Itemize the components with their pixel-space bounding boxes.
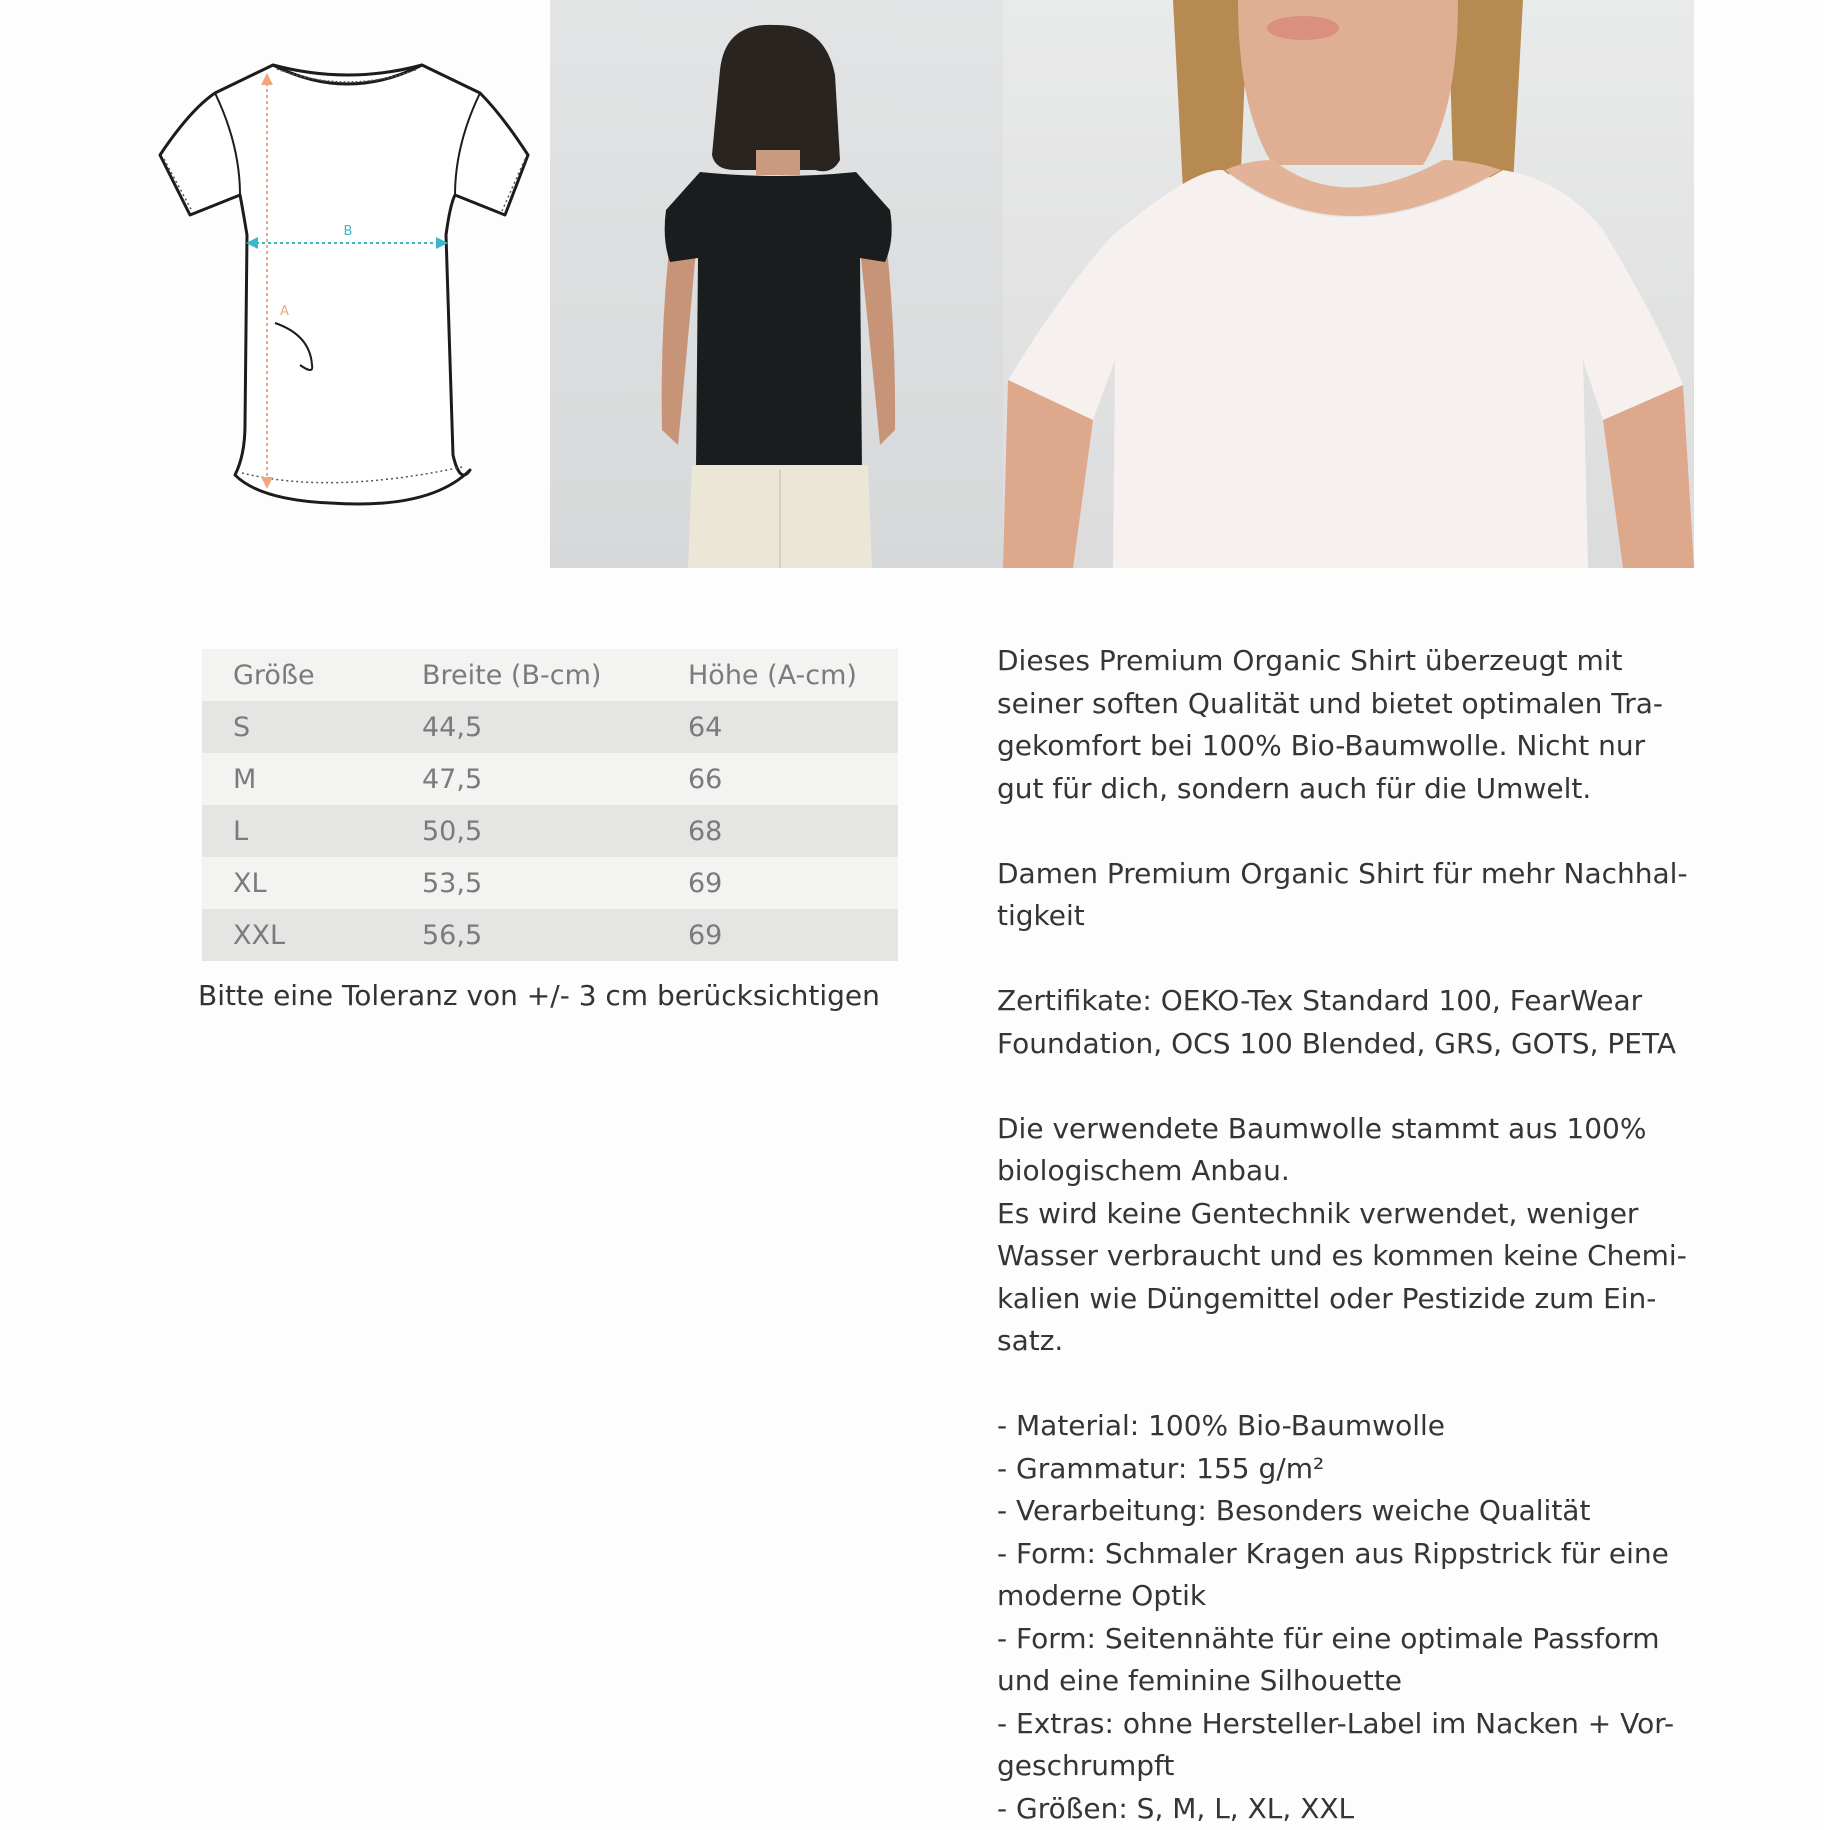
model-front-photo <box>1003 0 1694 568</box>
description-line: gut für dich, sondern auch für die Umwelt. <box>997 768 1697 811</box>
description-line: gekomfort bei 100% Bio-Baumwolle. Nicht nur <box>997 725 1697 768</box>
table-row <box>202 857 898 909</box>
paragraph-gap <box>997 938 1697 981</box>
description-line: Die verwendete Baumwolle stammt aus 100% <box>997 1108 1697 1151</box>
description-line: geschrumpft <box>997 1745 1697 1788</box>
cell-height: 68 <box>688 805 898 857</box>
measure-label-b: B <box>344 224 353 239</box>
paragraph-gap <box>997 1363 1697 1406</box>
cell-size: M <box>202 753 422 805</box>
header-size: Größe <box>202 649 422 701</box>
table-row <box>202 805 898 857</box>
description-line: - Verarbeitung: Besonders weiche Qualität <box>997 1490 1697 1533</box>
cell-width: 53,5 <box>422 857 688 909</box>
description-line: Wasser verbraucht und es kommen keine Chemi- <box>997 1235 1697 1278</box>
size-table-header <box>202 649 898 701</box>
cell-size: S <box>202 701 422 753</box>
product-description <box>997 640 1697 1830</box>
shirt-outline <box>160 65 528 504</box>
size-table <box>202 649 898 961</box>
cell-size: L <box>202 805 422 857</box>
description-line: - Material: 100% Bio-Baumwolle <box>997 1405 1697 1448</box>
description-line: - Form: Seitennähte für eine optimale Passform <box>997 1618 1697 1661</box>
cell-height: 69 <box>688 857 898 909</box>
paragraph-gap <box>997 810 1697 853</box>
tolerance-note: Bitte eine Toleranz von +/- 3 cm berücksichtigen <box>198 979 880 1012</box>
description-line: kalien wie Düngemittel oder Pestizide zum Ein- <box>997 1278 1697 1321</box>
shirt-measurement-diagram <box>150 55 540 525</box>
description-line: moderne Optik <box>997 1575 1697 1618</box>
description-line: Es wird keine Gentechnik verwendet, weniger <box>997 1193 1697 1236</box>
description-line: seiner soften Qualität und bietet optimalen Tra- <box>997 683 1697 726</box>
table-row <box>202 753 898 805</box>
description-line: und eine feminine Silhouette <box>997 1660 1697 1703</box>
header-height: Höhe (A-cm) <box>688 649 898 701</box>
cell-size: XL <box>202 857 422 909</box>
description-line: Zertifikate: OEKO-Tex Standard 100, FearWear <box>997 980 1697 1023</box>
description-line: - Extras: ohne Hersteller-Label im Nacken + Vor- <box>997 1703 1697 1746</box>
description-line: - Grammatur: 155 g/m² <box>997 1448 1697 1491</box>
description-line: - Form: Schmaler Kragen aus Rippstrick für eine <box>997 1533 1697 1576</box>
cell-height: 64 <box>688 701 898 753</box>
cell-width: 56,5 <box>422 909 688 961</box>
cell-width: 44,5 <box>422 701 688 753</box>
cell-width: 50,5 <box>422 805 688 857</box>
cell-size: XXL <box>202 909 422 961</box>
cell-height: 66 <box>688 753 898 805</box>
description-line: - Größen: S, M, L, XL, XXL <box>997 1788 1697 1830</box>
description-line: Foundation, OCS 100 Blended, GRS, GOTS, PETA <box>997 1023 1697 1066</box>
description-line: satz. <box>997 1320 1697 1363</box>
measure-label-a: A <box>280 304 289 319</box>
table-row <box>202 909 898 961</box>
model-back-photo <box>550 0 1003 568</box>
description-line: tigkeit <box>997 895 1697 938</box>
header-width: Breite (B-cm) <box>422 649 688 701</box>
paragraph-gap <box>997 1065 1697 1108</box>
description-line: Damen Premium Organic Shirt für mehr Nachhal- <box>997 853 1697 896</box>
description-line: biologischem Anbau. <box>997 1150 1697 1193</box>
description-line: Dieses Premium Organic Shirt überzeugt mit <box>997 640 1697 683</box>
cell-height: 69 <box>688 909 898 961</box>
cell-width: 47,5 <box>422 753 688 805</box>
table-row <box>202 701 898 753</box>
